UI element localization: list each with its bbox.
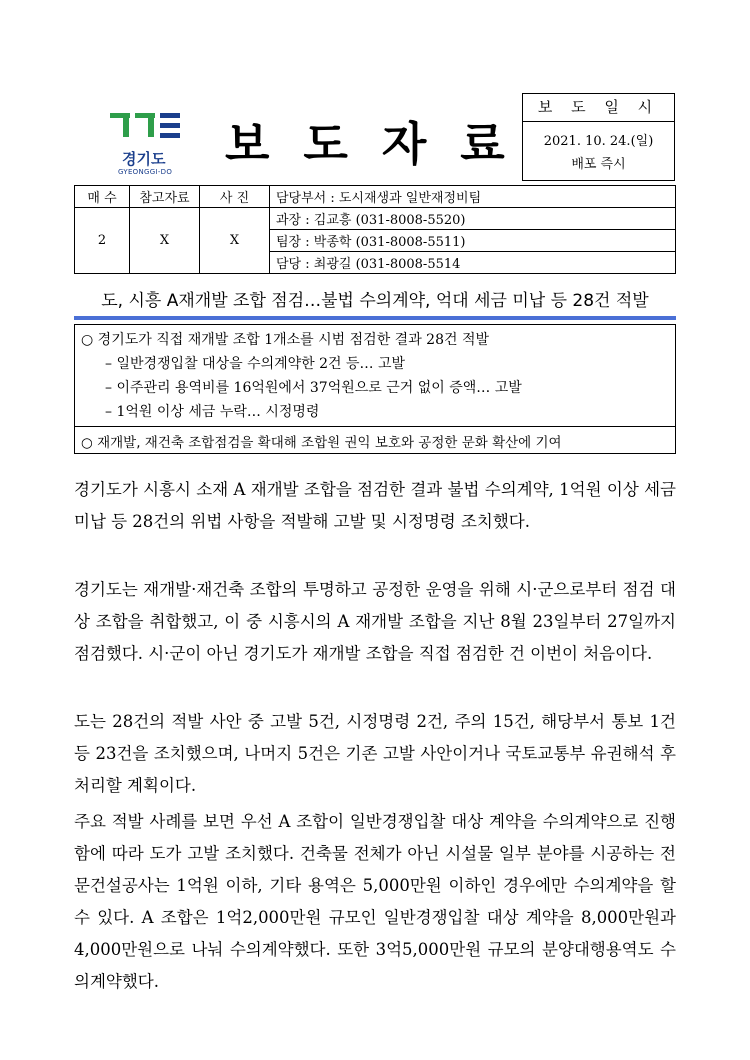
- summary-box: [74, 324, 676, 454]
- paragraph-4: 주요 적발 사례를 보면 우선 A 조합이 일반경쟁입찰 대상 계약을 수의계약으로 진행함에 따라 도가 고발 조치했다. 건축물 전체가 아닌 시설물 일부 분야를 시공하는 전문건설공사는 1억원 이하, 기타 용역은 5,000만원 이하인 경우에만 수의계약을 할 수 있다. A 조합은 1억2,000만원 규모인 일반경쟁입찰 대상 계약을 8,000만원과 4,000만원으로 나눠 수의계약했다. 또한 3억5,000만원 규모의 분양대행용역도 수의계약했다.: [74, 812, 676, 991]
- summary-main: ○ 경기도가 직접 재개발 조합 1개소를 시범 점검한 결과 28건 적발: [81, 332, 490, 348]
- contact-manager: 과장 : 김교흥 (031-8008-5520): [270, 208, 676, 230]
- release-date: 2021. 10. 24.(일): [543, 134, 654, 149]
- summary-sub-1: – 일반경쟁입찰 대상을 수의계약한 2건 등… 고발: [105, 356, 406, 372]
- summary-sub-2: – 이주관리 용역비를 16억원에서 37억원으로 근거 없이 증액… 고발: [105, 380, 522, 396]
- gyeonggi-logo-icon: [108, 110, 184, 146]
- paragraph-1: 경기도가 시흥시 소재 A 재개발 조합을 점검한 결과 불법 수의계약, 1억원 이상 세금 미납 등 28건의 위법 사항을 적발해 고발 및 시정명령 조치했다.: [74, 480, 676, 531]
- logo-subtitle: GYEONGGI-DO: [118, 168, 173, 176]
- summary-goal: ○ 재개발, 재건축 조합점검을 확대해 조합원 권익 보호와 공정한 문화 확산에 기여: [81, 435, 562, 451]
- department: 담당부서 : 도시재생과 일반재정비팀: [270, 186, 676, 208]
- header-pages: 매 수: [75, 186, 130, 208]
- headline-divider: [74, 316, 676, 320]
- summary-divider: [75, 426, 675, 427]
- contact-staff: 담당 : 최광길 (031-8008-5514: [270, 252, 676, 274]
- value-photos: X: [200, 208, 270, 274]
- paragraph-3: 도는 28건의 적발 사안 중 고발 5건, 시정명령 2건, 주의 15건, 해당부서 통보 1건 등 23건을 조치했으며, 나머지 5건은 기존 고발 사안이거나 국토교통부 유권해석 후 처리할 계획이다.: [74, 712, 676, 795]
- contact-team-lead: 팀장 : 박종학 (031-8008-5511): [270, 230, 676, 252]
- release-date-box: [522, 93, 675, 181]
- document-title: 보도자료: [225, 117, 539, 171]
- release-timing: 배포 즉시: [571, 157, 626, 172]
- info-table: [74, 185, 676, 274]
- summary-sub-3: – 1억원 이상 세금 누락… 시정명령: [105, 404, 320, 420]
- paragraph-2: 경기도는 재개발·재건축 조합의 투명하고 공정한 운영을 위해 시·군으로부터 점검 대상 조합을 취합했고, 이 중 시흥시의 A 재개발 조합을 지난 8월 23일부터 27일까지 점검했다. 시·군이 아닌 경기도가 재개발 조합을 직접 점검한 건 이번이 처음이다.: [74, 580, 676, 663]
- release-header: 보 도 일 시: [523, 94, 674, 122]
- header-photos: 사 진: [200, 186, 270, 208]
- value-references: X: [130, 208, 200, 274]
- value-pages: 2: [75, 208, 130, 274]
- header-references: 참고자료: [130, 186, 200, 208]
- logo-name: 경기도: [122, 150, 166, 168]
- headline: 도, 시흥 A재개발 조합 점검…불법 수의계약, 억대 세금 미납 등 28건 적발: [101, 291, 649, 311]
- gyeonggi-logo: [100, 110, 190, 185]
